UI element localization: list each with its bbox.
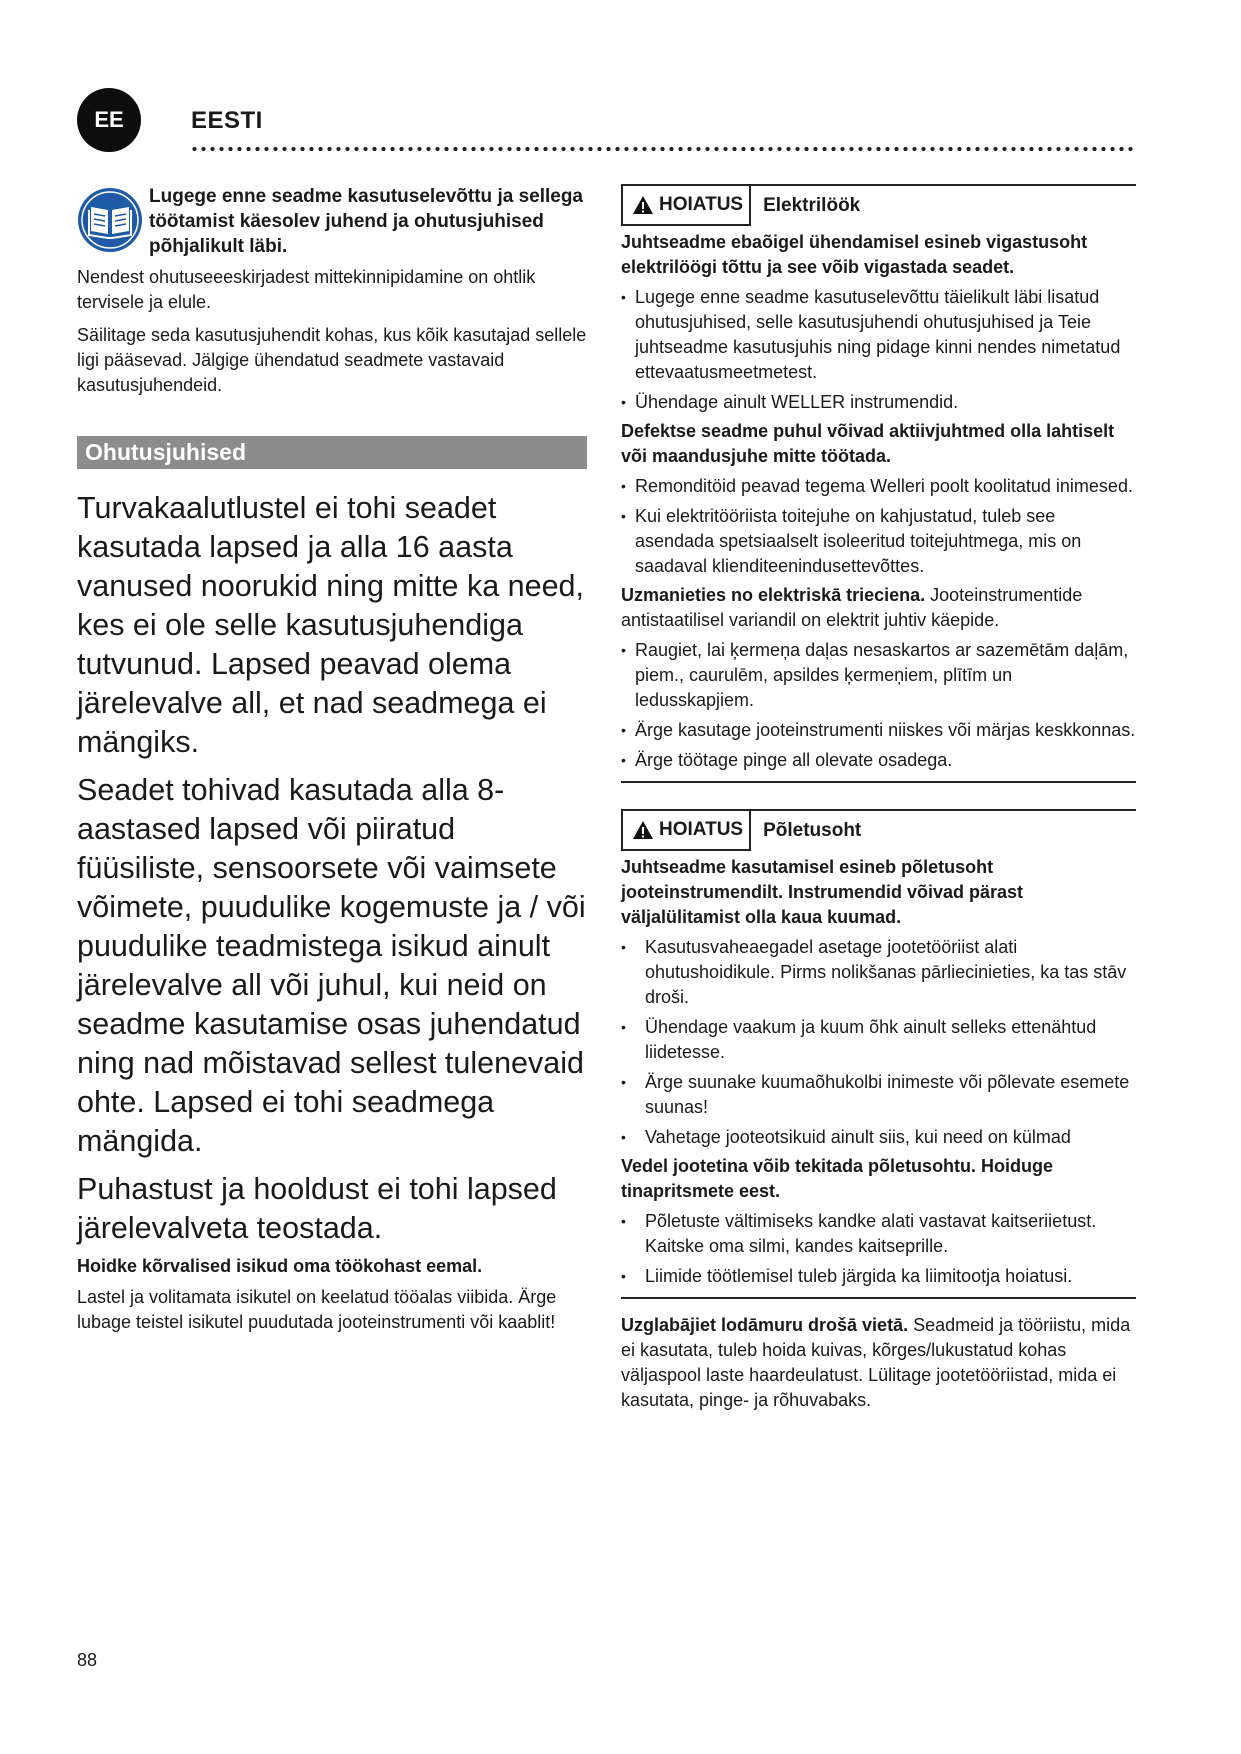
manual-notice	[77, 184, 587, 259]
list-item: • Ärge töötage pinge all olevate osadega.	[621, 748, 1136, 773]
warning-label-text: HOIATUS	[659, 819, 744, 840]
warning-electric	[621, 184, 1136, 783]
list-item: • Ärge suunake kuumaõhukolbi inimeste või põlevate esemete suunas!	[621, 1070, 1136, 1120]
manual-notice-text: Lugege enne seadme kasutuselevõttu ja sellega töötamist käesolev juhend ja ohutusjuhised põhjalikult läbi.	[149, 186, 583, 257]
caution-bold: Uzmanieties no elektriskā trieciena.	[621, 585, 926, 605]
list-item: • Vahetage jooteotsikuid ainult siis, kui need on külmad	[621, 1125, 1136, 1150]
left-column	[77, 184, 587, 1335]
list-item: • Liimide töötlemisel tuleb järgida ka liimitootja hoiatusi.	[621, 1264, 1136, 1289]
list-item: • Remonditöid peavad tegema Welleri poolt koolitatud inimesed.	[621, 474, 1136, 499]
language-badge	[77, 88, 141, 152]
page-number: 88	[77, 1650, 98, 1670]
warning-label	[621, 811, 751, 851]
workplace-heading: Hoidke kõrvalised isikud oma töökohast eemal.	[77, 1256, 483, 1276]
storage-paragraph	[621, 1313, 1136, 1413]
caution-paragraph	[621, 583, 1136, 633]
bullet-list	[621, 285, 1136, 415]
warning-intro: Juhtseadme ebaõigel ühendamisel esineb vigastusoht elektrilöögi tõttu ja see võib vigastada seadet.	[621, 232, 1088, 277]
paragraph: Säilitage seda kasutusjuhendit kohas, kus kõik kasutajad sellele ligi pääsevad. Jälgige ühendatud seadmete vastavaid kasutusjuhendeid.	[77, 325, 587, 395]
warning-triangle-icon	[632, 195, 654, 215]
warning-title: Elektrilöök	[763, 195, 861, 216]
list-item: • Kasutusvaheaegadel asetage jootetööriist alati ohutushoidikule. Pirms nolikšanas pārliecinieties, ka tas stāv droši.	[621, 935, 1136, 1010]
warning-label-text: HOIATUS	[659, 194, 744, 215]
section-heading: Ohutusjuhised	[77, 436, 587, 469]
tin-heading: Vedel jootetina võib tekitada põletusohtu. Hoiduge tinapritsmete eest.	[621, 1156, 1054, 1201]
read-manual-icon	[77, 187, 143, 253]
language-title: EESTI	[191, 107, 263, 134]
caution-text: Jooteinstrumentide antistaatilisel variandil on elektrit juhtiv käepide.	[621, 585, 1083, 630]
storage-bold: Uzglabājiet lodāmuru drošā vietā.	[621, 1315, 909, 1335]
bullet-list	[621, 935, 1136, 1150]
list-item: • Raugiet, lai ķermeņa daļas nesaskartos ar sazemētām daļām, piem., caurulēm, apsildes ķermeņiem, plītīm un ledusskapjiem.	[621, 638, 1136, 713]
storage-text: Seadmeid ja tööriistu, mida ei kasutata, tuleb hoida kuivas, kõrges/lukustatud kohas väljaspool laste haardeulatust. Lülitage jootetööriistad, mida ei kasutata, pinge- ja rõhuvabaks.	[621, 1315, 1131, 1410]
warning-title: Põletusoht	[763, 820, 862, 841]
warning-label	[621, 186, 751, 226]
warning-triangle-icon	[632, 820, 654, 840]
list-item: • Kui elektritööriista toitejuhe on kahjustatud, tuleb see asendada spetsiaalselt isoleeritud toitejuhtmega, mis on saadaval klienditeenindusettevõttes.	[621, 504, 1136, 579]
paragraph: Nendest ohutuseeeskirjadest mittekinnipidamine on ohtlik tervisele ja elule.	[77, 267, 536, 312]
list-item: • Ühendage ainult WELLER instrumendid.	[621, 390, 1136, 415]
list-item: • Lugege enne seadme kasutuselevõttu täielikult läbi lisatud ohutusjuhised, selle kasutusjuhendi ohutusjuhised ja Teie juhtseadme kasutusjuhis ning pidage kinni nendes nimetatud ettevaatusmeetmetest.	[621, 285, 1136, 385]
bullet-list	[621, 474, 1136, 579]
list-item: • Ühendage vaakum ja kuum õhk ainult selleks ettenähtud liidetesse.	[621, 1015, 1136, 1065]
warning-header	[621, 811, 1136, 851]
warning-intro: Juhtseadme kasutamisel esineb põletusoht jooteinstrumendilt. Instrumendid võivad pärast väljalülitamist olla kaua kuumad.	[621, 857, 1024, 927]
dotted-divider	[190, 145, 1135, 153]
workplace-text: Lastel ja volitamata isikutel on keelatud tööalas viibida. Ärge lubage teistel isikutel puudutada jooteinstrumenti või kaablit!	[77, 1287, 557, 1332]
list-item: • Ärge kasutage jooteinstrumenti niiskes või märjas keskkonnas.	[621, 718, 1136, 743]
large-paragraph: Turvakaalutlustel ei tohi seadet kasutada lapsed ja alla 16 aasta vanused noorukid ning mitte ka need, kes ei ole selle kasutusjuhendiga tutvunud. Lapsed peavad olema järelevalve all, et nad seadmega ei mängiks.	[77, 491, 584, 759]
warning-header	[621, 186, 1136, 226]
right-column	[621, 184, 1136, 1413]
language-code: EE	[94, 107, 124, 132]
defect-heading: Defektse seadme puhul võivad aktiivjuhtmed olla lahtiselt või maandusjuhe mitte töötada.	[621, 421, 1115, 466]
bullet-list	[621, 1209, 1136, 1289]
warning-burn	[621, 809, 1136, 1299]
bullet-list	[621, 638, 1136, 773]
list-item: • Põletuste vältimiseks kandke alati vastavat kaitseriietust. Kaitske oma silmi, kandes kaitseprille.	[621, 1209, 1136, 1259]
large-paragraph: Seadet tohivad kasutada alla 8-aastased lapsed või piiratud füüsiliste, sensoorsete või vaimsete võimete, puudulike kogemuste ja / või puudulike teadmistega isikud ainult järelevalve all või juhul, kui neid on seadme kasutamise osas juhendatud ning nad mõistavad sellest tulenevaid ohte. Lapsed ei tohi seadmega mängida.	[77, 773, 586, 1158]
large-paragraph: Puhastust ja hooldust ei tohi lapsed järelevalveta teostada.	[77, 1172, 557, 1245]
